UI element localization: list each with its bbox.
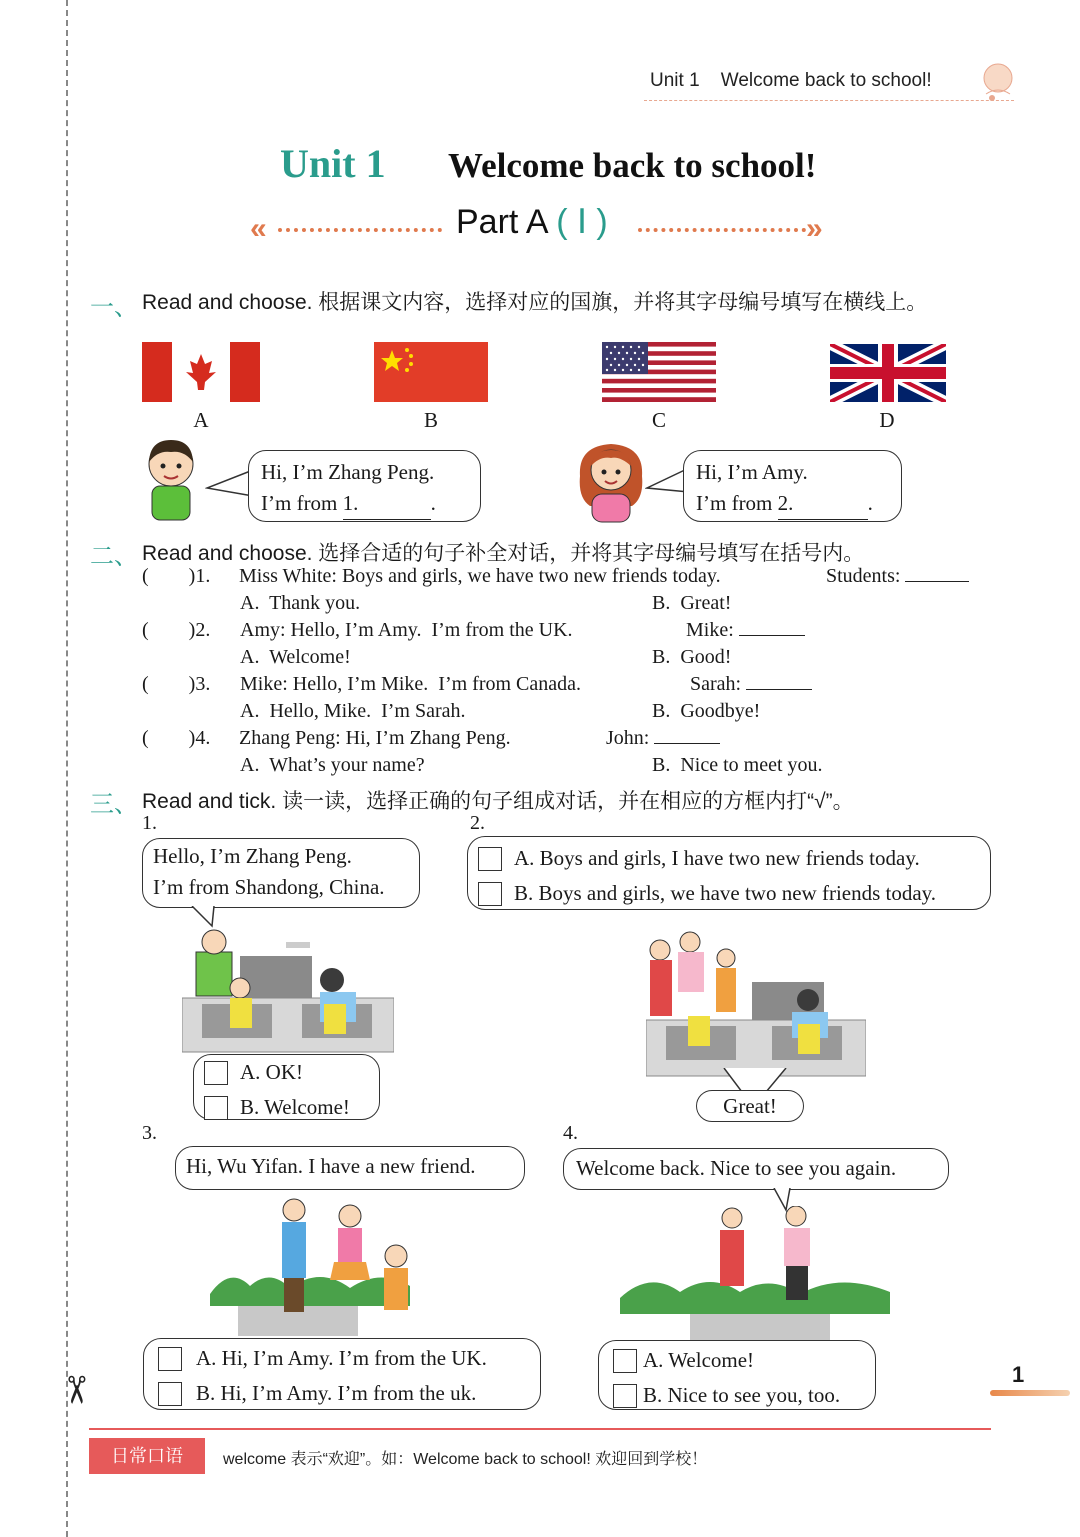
option-b: B. Great!: [652, 592, 732, 614]
question-speaker: Mike:: [686, 619, 805, 642]
part-title: Part A ( Ⅰ ): [456, 203, 608, 241]
speech-bubble: [142, 838, 420, 908]
divider-right: [638, 228, 806, 232]
question-prompt: Zhang Peng: Hi, I’m Zhang Peng.: [239, 727, 511, 749]
question-prompt: Miss White: Boys and girls, we have two new friends today.: [239, 565, 721, 587]
section-instruction: Read and tick. 读一读，选择正确的句子组成对话，并在相应的方框内打“√”。: [142, 790, 854, 813]
scissors-icon: ✂: [53, 1374, 98, 1406]
section-number: 二、: [90, 542, 138, 570]
cut-line: [66, 0, 68, 1537]
bubble-line: I’m from 2. .: [696, 488, 889, 520]
item-number: 4.: [563, 1122, 578, 1144]
tip-text: welcome 表示“欢迎”。如：Welcome back to school! 欢迎回到学校！: [223, 1451, 708, 1468]
flag-label: D: [879, 408, 895, 432]
option-row: A. OK!: [204, 1057, 369, 1088]
options-box: [467, 836, 991, 910]
page-number-bar: [990, 1390, 1070, 1396]
speech-bubble: [683, 450, 902, 522]
bubble-line: Hi, I’m Zhang Peng.: [261, 460, 435, 484]
option-row: B. Boys and girls, we have two new friends today.: [478, 878, 980, 909]
canada-flag: [142, 342, 260, 402]
question-speaker: John:: [606, 727, 720, 750]
divider-left: [278, 228, 442, 232]
speech-bubble: [248, 450, 481, 522]
tick-checkbox[interactable]: [613, 1384, 637, 1408]
classroom-illustration: [182, 928, 394, 1054]
question-paren[interactable]: ( )2.: [142, 619, 211, 641]
option-row: B. Hi, I’m Amy. I’m from the uk.: [158, 1378, 526, 1409]
tick-checkbox[interactable]: [613, 1349, 637, 1373]
item-number: 2.: [470, 812, 485, 834]
question-paren[interactable]: ( )1.: [142, 565, 211, 587]
section-instruction: Read and choose. 选择合适的句子补全对话，并将其字母编号填写在括号内。: [142, 542, 865, 565]
flag-label: C: [651, 408, 666, 432]
item-number: 3.: [142, 1122, 157, 1144]
reply-bubble: Great!: [696, 1090, 804, 1122]
flag-label: B: [423, 408, 438, 432]
option-row: A. Welcome!: [613, 1345, 861, 1376]
tick-checkbox[interactable]: [204, 1061, 228, 1085]
footer-divider: [89, 1428, 991, 1430]
question-paren[interactable]: ( )3.: [142, 673, 211, 695]
bubble-tail: [190, 906, 220, 928]
question-paren[interactable]: ( )4.: [142, 727, 211, 749]
tick-checkbox[interactable]: [158, 1382, 182, 1406]
option-b: B. Goodbye!: [652, 700, 761, 722]
bubble-line: Hi, I’m Amy.: [696, 460, 808, 484]
item-number: 1.: [142, 812, 157, 834]
speech-bubble: Hi, Wu Yifan. I have a new friend.: [175, 1146, 525, 1190]
section-number: 三、: [90, 790, 138, 818]
options-box: [193, 1054, 380, 1120]
option-a: A. Hello, Mike. I’m Sarah.: [240, 700, 466, 722]
section-number: 一、: [90, 293, 138, 321]
question-prompt: Amy: Hello, I’m Amy. I’m from the UK.: [240, 619, 573, 641]
teacher-greeting-illustration: [620, 1206, 890, 1342]
option-a: A. Thank you.: [240, 592, 361, 614]
unit-number: Unit 1: [280, 141, 386, 186]
option-row: B. Nice to see you, too.: [613, 1380, 861, 1411]
bubble-line: I’m from 1. .: [261, 488, 468, 520]
unit-title: Welcome back to school!: [448, 146, 817, 185]
bubble-line: I’m from Shandong, China.: [153, 875, 385, 899]
amy-girl-illustration: [570, 436, 652, 524]
option-b: B. Nice to meet you.: [652, 754, 823, 776]
answer-blank-1[interactable]: 1.: [343, 488, 431, 520]
tick-checkbox[interactable]: [478, 847, 502, 871]
usa-flag: [602, 342, 716, 402]
option-row: A. Hi, I’m Amy. I’m from the UK.: [158, 1343, 526, 1374]
header-divider: [644, 100, 1014, 101]
speech-bubble: Welcome back. Nice to see you again.: [563, 1148, 949, 1190]
option-b: B. Good!: [652, 646, 732, 668]
tick-checkbox[interactable]: [204, 1096, 228, 1120]
question-speaker: Sarah:: [690, 673, 812, 696]
page-number: 1: [1012, 1362, 1025, 1387]
bubble-line: Hello, I’m Zhang Peng.: [153, 844, 352, 868]
classroom-teacher-illustration: [646, 930, 866, 1080]
running-header: Unit 1 Welcome back to school!: [650, 70, 932, 91]
chevron-left-icon: «: [250, 212, 267, 245]
zhang-peng-boy-illustration: [138, 434, 204, 524]
bell-decoration-icon: [978, 58, 1018, 106]
uk-flag: [830, 344, 946, 402]
option-row: A. Boys and girls, I have two new friends today.: [478, 843, 980, 874]
option-a: A. What’s your name?: [240, 754, 425, 776]
options-box: [143, 1338, 541, 1410]
tick-checkbox[interactable]: [158, 1347, 182, 1371]
question-speaker: Students:: [826, 565, 969, 588]
chevron-right-icon: »: [806, 212, 823, 245]
question-prompt: Mike: Hello, I’m Mike. I’m from Canada.: [240, 673, 582, 695]
answer-blank-2[interactable]: 2.: [778, 488, 868, 520]
section-instruction: Read and choose. 根据课文内容，选择对应的国旗，并将其字母编号填写在横线上。: [142, 291, 928, 314]
china-flag: [374, 342, 488, 402]
options-box: [598, 1340, 876, 1410]
friends-meeting-illustration: [210, 1196, 410, 1336]
option-a: A. Welcome!: [240, 646, 351, 668]
flag-label: A: [193, 408, 209, 432]
option-row: B. Welcome!: [204, 1092, 369, 1123]
tip-label: 日常口语: [89, 1438, 205, 1474]
tick-checkbox[interactable]: [478, 882, 502, 906]
